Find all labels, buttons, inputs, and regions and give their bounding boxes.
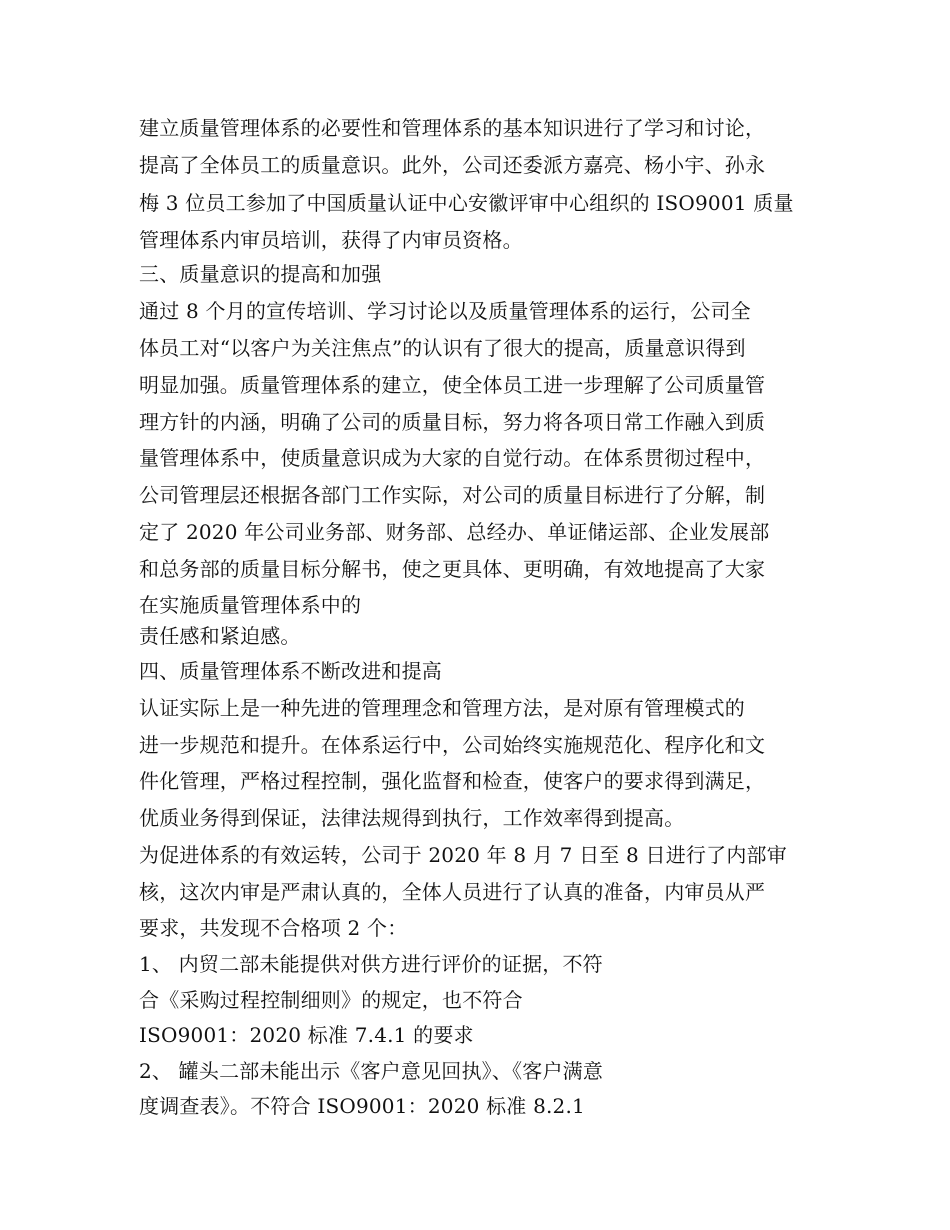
- list-item-1-cont: ISO9001：2020 标准 7.4.1 的要求: [139, 1023, 474, 1047]
- paragraph-line: 在实施质量管理体系中的: [139, 593, 362, 617]
- list-item-2: 2、 罐头二部未能出示《客户意见回执》、《客户满意: [139, 1059, 604, 1083]
- list-item-2-cont: 度调查表》。不符合 ISO9001：2020 标准 8.2.1: [139, 1094, 585, 1118]
- section-heading-3: 三、质量意识的提高和加强: [139, 262, 382, 286]
- paragraph-line: 建立质量管理体系的必要性和管理体系的基本知识进行了学习和讨论，: [139, 116, 766, 140]
- paragraph-line: 认证实际上是一种先进的管理理念和管理方法，是对原有管理模式的: [139, 696, 745, 720]
- paragraph-line: 明显加强。质量管理体系的建立，使全体员工进一步理解了公司质量管: [139, 373, 766, 397]
- paragraph-line: 梅 3 位员工参加了中国质量认证中心安徽评审中心组织的 ISO9001 质量: [139, 191, 794, 215]
- paragraph-line: 公司管理层还根据各部门工作实际，对公司的质量目标进行了分解，制: [139, 483, 766, 507]
- paragraph-line: 量管理体系中，使质量意识成为大家的自觉行动。在体系贯彻过程中，: [139, 446, 766, 470]
- paragraph-line: 进一步规范和提升。在体系运行中，公司始终实施规范化、程序化和文: [139, 733, 766, 757]
- paragraph-line: 核，这次内审是严肃认真的，全体人员进行了认真的准备，内审员从严: [139, 880, 766, 904]
- paragraph-line: 提高了全体员工的质量意识。此外，公司还委派方嘉亮、杨小宇、孙永: [139, 153, 766, 177]
- paragraph-line: 优质业务得到保证，法律法规得到执行，工作效率得到提高。: [139, 806, 685, 830]
- section-heading-4: 四、质量管理体系不断改进和提高: [139, 659, 442, 683]
- paragraph-line: 管理体系内审员培训，获得了内审员资格。: [139, 228, 523, 252]
- paragraph-line: 理方针的内涵，明确了公司的质量目标，努力将各项日常工作融入到质: [139, 410, 766, 434]
- paragraph-line: 要求，共发现不合格项 2 个：: [139, 916, 408, 940]
- paragraph-line: 通过 8 个月的宣传培训、学习讨论以及质量管理体系的运行，公司全: [139, 299, 751, 323]
- paragraph-line: 体员工对“以客户为关注焦点”的认识有了很大的提高，质量意识得到: [139, 336, 746, 360]
- paragraph-line: 责任感和紧迫感。: [139, 624, 301, 648]
- paragraph-line: 和总务部的质量目标分解书，使之更具体、更明确，有效地提高了大家: [139, 557, 766, 581]
- list-item-1-cont: 合《采购过程控制细则》的规定，也不符合: [139, 988, 523, 1012]
- paragraph-line: 件化管理，严格过程控制，强化监督和检查，使客户的要求得到满足，: [139, 769, 766, 793]
- list-item-1: 1、 内贸二部未能提供对供方进行评价的证据，不符: [139, 952, 603, 976]
- paragraph-line: 为促进体系的有效运转，公司于 2020 年 8 月 7 日至 8 日进行了内部审: [139, 843, 787, 867]
- paragraph-line: 定了 2020 年公司业务部、财务部、总经办、单证储运部、企业发展部: [139, 520, 770, 544]
